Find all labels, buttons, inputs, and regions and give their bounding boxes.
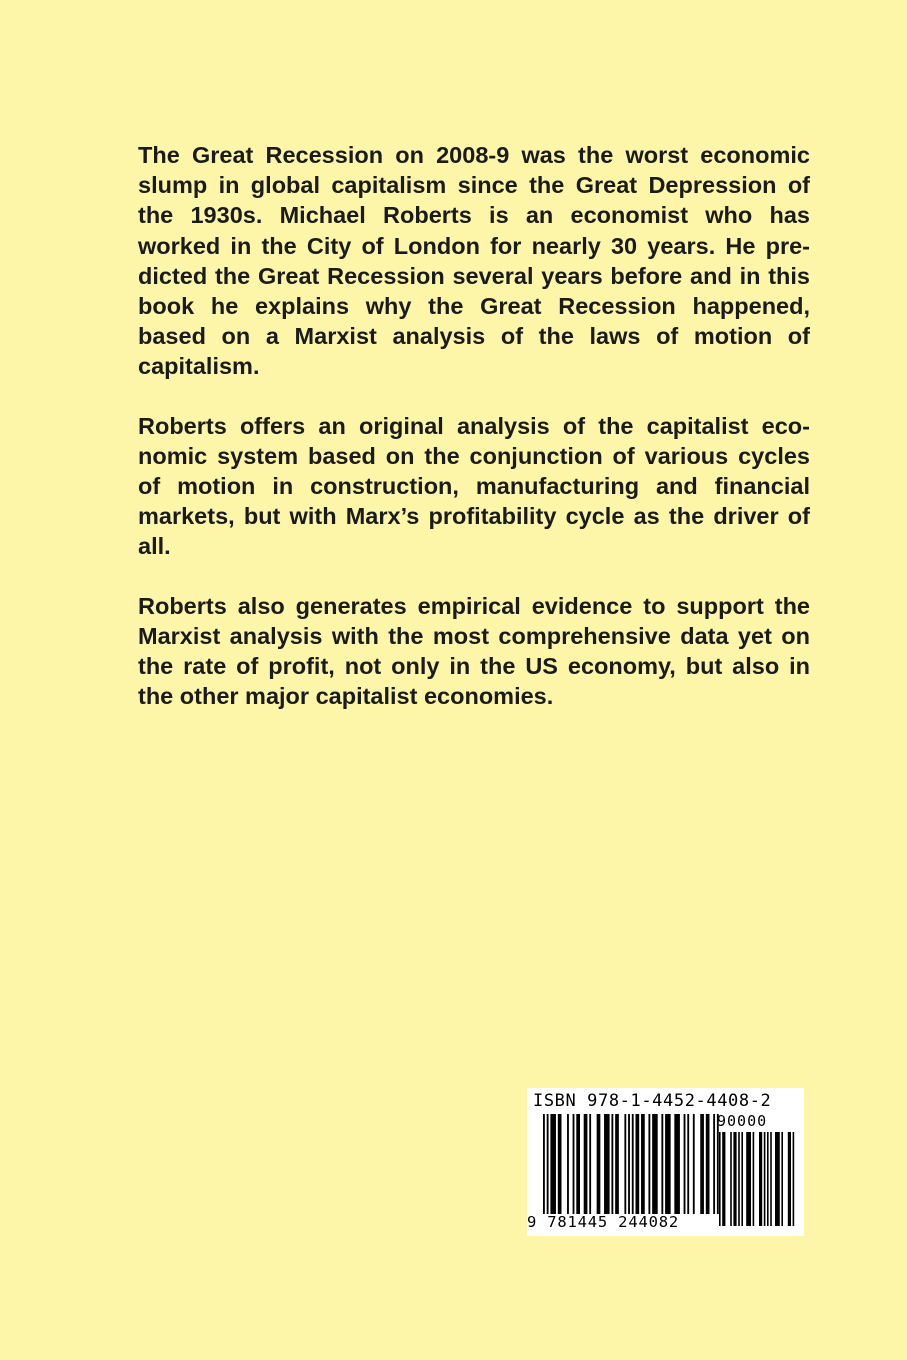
isbn-label: ISBN 978-1-4452-4408-2 — [533, 1091, 772, 1111]
barcode-bar — [648, 1114, 650, 1214]
addon-bar — [746, 1132, 751, 1226]
addon-bar — [741, 1132, 743, 1226]
barcode-bar — [604, 1114, 610, 1214]
addon-bar — [753, 1132, 755, 1226]
barcode-bar — [567, 1114, 569, 1214]
barcode-bar — [611, 1114, 613, 1214]
barcode-bar — [652, 1114, 658, 1214]
addon-bar — [722, 1132, 725, 1226]
barcode-bar — [558, 1114, 562, 1214]
barcode-bar — [573, 1114, 575, 1214]
addon-bar — [738, 1132, 740, 1226]
addon-bar — [793, 1132, 795, 1226]
blurb-text — [138, 140, 810, 740]
barcode-bar — [693, 1114, 695, 1214]
barcode-bar — [632, 1114, 634, 1214]
barcode-bar — [636, 1114, 640, 1214]
barcode-bar — [547, 1114, 549, 1214]
barcode-bar — [661, 1114, 663, 1214]
price-code: 90000 — [717, 1112, 768, 1130]
addon-bar — [770, 1132, 772, 1226]
barcode-bar — [684, 1114, 686, 1214]
barcode-bar — [674, 1114, 680, 1214]
barcode-bar — [687, 1114, 689, 1214]
addon-bar — [759, 1132, 762, 1226]
barcode-bar — [597, 1114, 601, 1214]
barcode-bar — [543, 1114, 545, 1214]
isbn-barcode — [527, 1088, 804, 1236]
addon-bar — [733, 1132, 736, 1226]
barcode-bar — [576, 1114, 580, 1214]
barcode-bar — [615, 1114, 619, 1214]
barcode-bar — [550, 1114, 556, 1214]
barcode-bar — [624, 1114, 626, 1214]
addon-bar — [719, 1132, 721, 1226]
blurb-paragraph-1: The Great Recession on 2008-9 was the worst economic slump in global capitalism since the Great Depression of the 1930s. Michael Roberts is an economist who has worked in the City of London for nearly 30 years. He predicted the Great Recession several years before and in this book he explains why the Great Recession happened, based on a Marxist analysis of the laws of motion of capitalism. — [138, 142, 810, 380]
addon-bar — [730, 1132, 732, 1226]
barcode-bar — [641, 1114, 645, 1214]
addon-bar — [775, 1132, 780, 1226]
blurb-paragraph-3: Roberts also generates empirical evidence to support the Marxist analysis with the most comprehensive data yet on the rate of profit, not only in the US economy, but also in the other major capitalist economies. — [138, 592, 810, 710]
addon-bar — [764, 1132, 766, 1226]
addon-bar — [788, 1132, 791, 1226]
barcode-bar — [700, 1114, 704, 1214]
blurb-paragraph-2: Roberts offers an original analysis of the capitalist economic system based on the conjunction of various cycles of motion in construction, manufacturing and financial markets, but with Marx’s profitability cycle as the driver of all. — [138, 412, 810, 560]
barcode-bar — [665, 1114, 671, 1214]
barcode-bar — [584, 1114, 588, 1214]
barcode-bar — [706, 1114, 710, 1214]
addon-bar — [767, 1132, 769, 1226]
barcode-bar — [628, 1114, 630, 1214]
addon-bar — [781, 1132, 783, 1226]
ean-digits: 9 781445 244082 — [527, 1213, 679, 1231]
barcode-bar — [589, 1114, 591, 1214]
barcode-bar — [713, 1114, 715, 1214]
